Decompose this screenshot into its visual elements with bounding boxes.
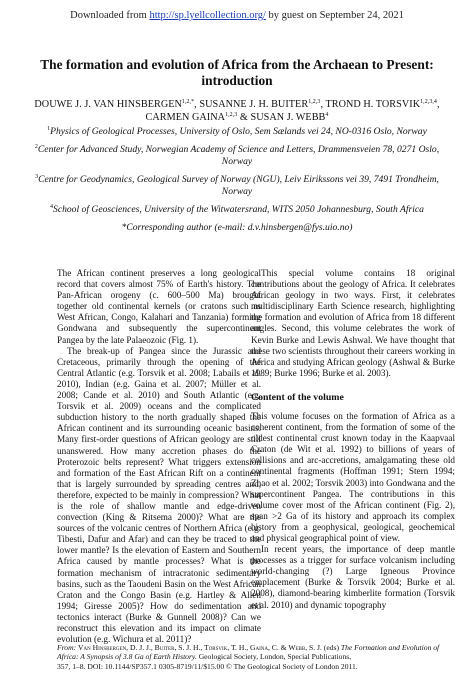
- affiliation-text: School of Geosciences, University of the Witwatersrand, WITS 2050 Johannesburg, South Africa: [53, 203, 424, 215]
- author-affil-ref: 1,2,3,4: [420, 99, 437, 105]
- author-affil-ref: 4: [325, 112, 329, 118]
- right-column: [251, 268, 455, 611]
- citation-series: Geological Society, London, Special Publications,: [196, 652, 352, 662]
- affiliations: [24, 126, 450, 239]
- body-paragraph: The break-up of Pangea since the Jurassic and Cretaceous, primarily through the opening of the Central Atlantic (e.g. Torsvik et al. 2008; Labails et al. 2010), Indian (e.g. Gaina et al. 2007; Müller et al. 2008; Cande et al. 2010) and South Atlantic (e.g. Torsvik et al. 2009) oceans and the complicated subduction history to the north gradually shaped the African continent and its surrounding oceanic basins. Many first-order questions of African geology are still unanswered. How many accretion phases do the Proterozoic belts represent? What triggers extension and formation of the East African Rift on a continent that is largely surrounded by spreading centres and, therefore, expected to be mainly in compression? What is the role of shallow mantle and edge-driven convection (King & Ritsema 2000)? What are the sources of the volcanic centres of Northern Africa (e.g. Tibesti, Dafur and Afar) and can they be traced to the lower mantle? Is the elevation of Eastern and Southern Africa caused by mantle processes? What is the formation mechanism of intracratonic sedimentary basins, such as the Taoudeni Basin on the West African Craton and the Congo Basin (e.g. Hartley & Allen 1994; Giresse 2005)? How do sedimentation and tectonics interact (Burke & Gunnell 2008)? Can we reconstruct this elevation and its impact on climate evolution (e.g. Wichura et al. 2011)?: [57, 345, 261, 645]
- affiliation-text: Centre for Geodynamics, Geological Survey of Norway (NGU), Leiv Eirikssons vei 39, 7491 Trondheim, Norway: [38, 173, 439, 198]
- citation-line-2: 357, 1–8. DOI: 10.1144/SP357.1 0305-8719/11/$15.00 © The Geological Society of London 2011.: [57, 661, 358, 671]
- body-paragraph: This special volume contains 18 original contributions about the geology of Africa. It celebrates African geology in two ways. First, it celebrates multidisciplinary Earth Science research, highlighting the formation and evolution of Africa from 18 different angles. Second, this volume celebrates the work of Kevin Burke and Lewis Ashwal. We have thought that these two scientists throughout their careers working in Africa and studying African geology (Ashwal & Burke 1989; Burke 1996; Burke et al. 2003).: [251, 268, 455, 378]
- affiliation-number: 3: [35, 173, 39, 180]
- affiliation: [24, 126, 450, 139]
- author-name: & SUSAN J. WEBB: [237, 112, 326, 123]
- corresponding-author: *Corresponding author (e-mail: d.v.hinsbergen@fys.uio.no): [121, 221, 353, 233]
- citation-from: From:: [57, 643, 79, 652]
- author-name: , TROND H. TORSVIK: [320, 99, 421, 110]
- left-column: [57, 268, 261, 645]
- affiliation-number: 2: [34, 143, 38, 150]
- author-affil-ref: 1,2,*: [181, 99, 195, 105]
- citation-book-title: The Formation and Evolution of Africa: A Synopsis of 3.8 Ga of Earth History.: [57, 643, 440, 662]
- author-affil-ref: 1,2,3: [225, 112, 238, 118]
- author-affil-ref: 1,2,3: [308, 99, 321, 105]
- paper-title: The formation and evolution of Africa from the Archaean to Present: introduction: [40, 57, 434, 88]
- citation-footer: [57, 643, 457, 671]
- author-list: [24, 98, 450, 124]
- author-name: DOUWE J. J. VAN HINSBERGEN: [34, 99, 182, 110]
- download-prefix: Downloaded from: [70, 10, 150, 21]
- affiliation-number: 4: [50, 203, 54, 210]
- citation-eds: (eds): [321, 643, 341, 652]
- affiliation-text: Physics of Geological Processes, University of Oslo, Sem Sælands vei 24, NO-0316 Oslo, Norway: [50, 126, 427, 137]
- body-paragraph: This volume focuses on the formation of Africa as a coherent continent, from the formation of some of the oldest continental crust known today in the Kaapvaal Craton (de Wit et al. 1992) to billions of years of collisions and arc-accretions, amalgamating these old continental fragments (Hoffman 1991; Stern 1994; Zhao et al. 2002; Torsvik 2003) into Gondwana and the supercontinent Pangea. The contributions in this volume cover most of the African continent (Fig. 2), span >2 Ga of its history and approach its complex history from a geophysical, geological, geochemical and physical geographical point of view.: [251, 410, 455, 543]
- affiliation: [24, 144, 450, 169]
- affiliation-text: Center for Advanced Study, Norwegian Academy of Science and Letters, Drammensveien 78, 0271 Oslo, Norway: [37, 143, 440, 168]
- body-paragraph: The African continent preserves a long geological record that covers almost 75% of Earth's history. The Pan-African orogeny (c. 600–500 Ma) brought together old continental kernels (or cratons such as West African, Congo, Kalahari and Tanzania) forming Gondwana and subsequently the supercontinent Pangea by the late Palaeozoic (Fig. 1).: [57, 268, 261, 345]
- affiliation-number: 1: [47, 126, 51, 132]
- download-notice: [0, 9, 474, 22]
- affiliation: [24, 204, 450, 217]
- section-heading: Content of the volume: [251, 391, 344, 403]
- download-link[interactable]: http://sp.lyellcollection.org/: [149, 10, 266, 21]
- citation-line-1: [57, 643, 457, 662]
- affiliation: [24, 174, 450, 199]
- download-suffix: by guest on September 24, 2021: [265, 10, 404, 21]
- citation-authors: Van Hinsbergen, D. J. J., Buiter, S. J. H., Torsvik, T. H., Gaina, C. & Webb, S. J.: [78, 643, 322, 652]
- author-name: , CARMEN GAINA: [145, 99, 440, 123]
- body-paragraph: In recent years, the importance of deep mantle processes as a trigger for surface volcanism including world-changing (?) Large Igneous Province emplacement (Burke & Torsvik 2004; Burke et al. 2008), diamond-bearing kimberlite formation (Torsvik et al. 2010) and dynamic topography: [251, 544, 455, 610]
- author-name: , SUSANNE J. H. BUITER: [194, 99, 309, 110]
